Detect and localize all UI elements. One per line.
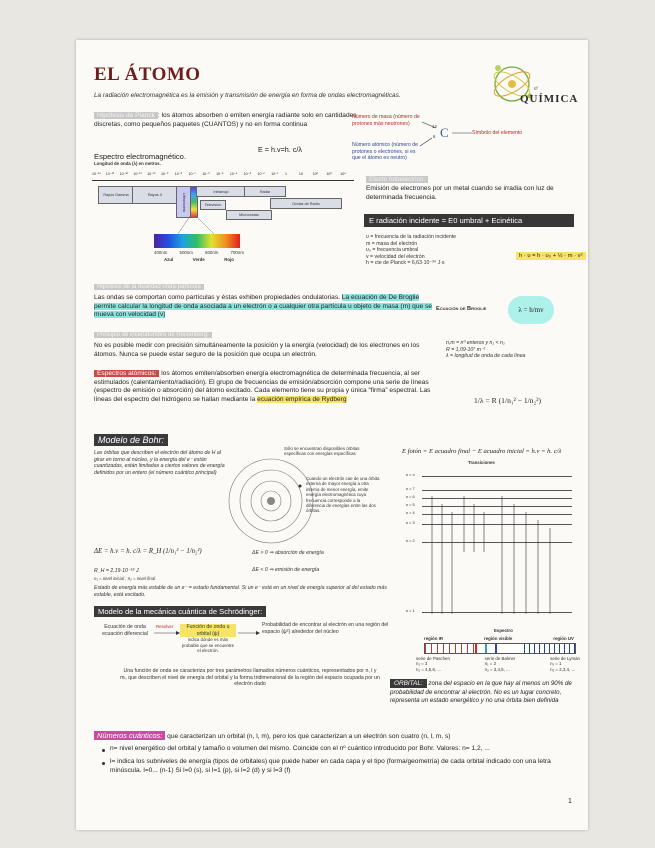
eq-sub: ecuación diferencial (102, 630, 148, 637)
bohr-note-mid: Cuando un electrón cae de una órbita externa de mayor energía a otra interna de menor energía, emite energía electromagnética cuya frecuencia corresponde a la diferencia de energías entre las dos órbitas. (306, 476, 380, 514)
fn-label: Función de onda u orbital (ψ) (180, 624, 236, 637)
scale-tick: 10⁻⁹ (160, 172, 169, 176)
atomic-number-label: Número atómico (número de protones o electrones, si es que el átomo es neutro) (352, 142, 419, 162)
visible-colors (164, 257, 234, 262)
energy-level-label: n = 5 (406, 503, 415, 507)
scale-tick: 10⁻¹² (119, 172, 128, 176)
color-green-label: Verde (192, 257, 205, 262)
mass-number-label: Número de masa (número de protones más neutrones) (352, 114, 420, 127)
energy-level-label: n = 3 (406, 521, 415, 525)
region-ir: región IR (424, 636, 444, 641)
bohr-rh: R_H = 2,19·10⁻¹⁸ J (94, 568, 139, 574)
scale-tick: 10⁻⁸ (174, 172, 183, 176)
energy-level-label: n = 1 (406, 609, 415, 613)
intro-text: La radiación electromagnética es la emisión y transmisión de energía en forma de ondas electromagnéticas. (94, 92, 401, 99)
spectral-series-item (485, 656, 516, 672)
bohr-orbits-icon (226, 456, 316, 546)
band-xray: Rayos X (132, 186, 178, 204)
symbol-label: Símbolo del elemento (472, 130, 523, 136)
element-symbol: C (440, 125, 449, 140)
color-blue-label: Azul (164, 257, 174, 262)
debroglie-formula: λ = h/mv (508, 296, 554, 324)
wave-function-label (180, 624, 236, 653)
scale-tick: 10⁻¹⁰ (147, 172, 156, 176)
rydberg-body: los átomos emiten/absorben energía electromagnética de determinada frecuencia, al ser estimulados (calentamiento/radiación). El grupo de frecuencias de emisión/absorción compone una serie de líneas (espectro de emisión o absorción) del átomo excitado. Cada elemento tiene su propia y única “firma” espectral. Las líneas del espectro del hidrógeno se hallan mediante la (94, 370, 431, 403)
energy-level-label: n = 4 (406, 511, 415, 515)
bullet-l (102, 762, 105, 765)
band-microwave: Microondas (226, 210, 272, 220)
resolve-label: Resolver (156, 624, 174, 629)
photo-equation: E radiación incidente = E0 umbral + Ecinética (364, 214, 574, 227)
debroglie-text-b: La ecuación de De Broglie permite calcular la longitud de onda asociada a un electrón o a cualquier otra partícula u objeto de masa (m) que se mueva con velocidad (v) (94, 294, 432, 319)
scale-tick: 10² (312, 172, 318, 176)
bohr-note-top: Sólo se encuentran disponibles órbitas específicas con energías específicas (284, 446, 360, 457)
rydberg-note: n,m = nº enteros y n₁ < n₂ (446, 340, 505, 346)
spectrum-subtitle: Longitud de onda (λ) en metros. (94, 161, 161, 166)
scale-tick: 10⁻⁴ (229, 172, 238, 176)
photo-definition-item: v = velocidad del electrón (366, 253, 425, 260)
wl-700: 700nm (230, 250, 244, 255)
heisenberg-heading: Principio de incertidumbre de Heisenberg: (94, 332, 212, 338)
eq-label: Ecuación de onda (104, 624, 146, 630)
page-number: 1 (568, 798, 572, 805)
energy-level-label: n = ∞ (406, 473, 416, 477)
debroglie-heading: Hipótesis de la dualidad onda-partícula (94, 284, 204, 290)
wl-500: 500nm (179, 250, 193, 255)
rydberg-highlight: ecuación empírica de Rydberg (257, 395, 347, 403)
quantum-intro-text: que caracterizan un orbital (n, l, m), pero los que caracterizan a un electrón son cuatro (n, l, m, s) (167, 733, 451, 740)
debroglie-text-a: Las ondas se comportan como partículas y éstas exhiben propiedades ondulatorias. (94, 294, 340, 301)
wl-400: 400nm (154, 250, 168, 255)
quantum-l: l= indica los subniveles de energía (tipos de orbitales) que puede haber en cada capa y el tipo (forma/geometría) de cada orbital indicado con una letra minúscula. l=0... (n-1) Si l=0 (s), si l=1 (p), si l=2 (d) y si l=3 (f) (110, 758, 551, 774)
debroglie-text (94, 294, 434, 320)
logo-prefix: nº (534, 86, 539, 91)
logo-text: QUÍMICA (520, 93, 579, 105)
quantum-n: n= nivel energético del orbital y tamaño o volumen del mismo. Coincide con el nº cuántico introducido por Bohr. Valores: n= 1,2, ... (110, 745, 490, 752)
photo-definition-item: υ = frecuencia de la radiación incidente (366, 234, 457, 240)
scale-tick: 10⁻³ (243, 172, 251, 176)
wl-600: 600nm (205, 250, 219, 255)
spectrum-scale (92, 172, 354, 178)
series-a: n₁ = 1 (550, 661, 562, 667)
band-radio: Ondas de Radio (270, 198, 342, 209)
region-visible: región visible (483, 636, 513, 641)
planck-formula: E = h.v=h. c/λ (258, 145, 302, 154)
photo-definition-item: υ₀ = frecuencia umbral (366, 247, 419, 254)
color-red-label: Rojo (224, 257, 234, 262)
scale-tick: 10⁴ (340, 172, 346, 176)
series-a: n₁ = 2 (484, 661, 497, 667)
photo-definition-item: h = cte de Planck = 6,63·10⁻³⁴ J·s (366, 260, 445, 267)
photo-formula: h · υ = h · υ₀ + ½ · m · v² (516, 252, 586, 260)
series-b: n₂ = 4,5,6, ... (416, 666, 442, 672)
series-a: n₁ = 3 (416, 661, 428, 667)
spectrum-regions (424, 636, 574, 641)
planck-text: : los átomos absorben o emiten energía radiante solo en cantidades discretas, como pequeños paquetes (CUANTOS) y no en forma continua (94, 112, 357, 128)
bohr-heading: Modelo de Bohr: (94, 434, 168, 446)
rydberg-text (94, 370, 440, 404)
probability-text: Probabilidad de encontrar al electrón en una región del espacio (ψ²) alrededor del núcleo (262, 622, 389, 635)
rydberg-note: λ = longitud de onda de cada línea (446, 353, 526, 360)
visible-spectrum-bar (154, 234, 240, 248)
transition-arrows (422, 474, 572, 624)
prob-arrow-icon (238, 630, 260, 636)
quantum-numbers-intro (94, 732, 574, 742)
mass-number: 12 (432, 124, 437, 129)
page-title: EL ÁTOMO (94, 64, 201, 85)
bohr-states: Estado de energía más estable de un e⁻ = estado fundamental. Si un e⁻ está en un nivel de energía superior al del estado más estable, está excitado. (94, 585, 387, 598)
bohr-formula: ΔE = h.v = h. c/λ = R_H (1/n₁² − 1/n₂²) (94, 548, 202, 555)
scale-tick: 10⁻¹³ (105, 172, 115, 176)
scale-tick: 1 (285, 172, 288, 176)
photon-formula: E fotón = E acuadro final − E acuadro inicial = h.v = h. c/λ (402, 448, 562, 455)
planck-block (94, 112, 364, 129)
planck-heading: Hipótesis de Planck (94, 112, 158, 119)
spectrum-title: Espectro electromagnético. (94, 152, 187, 161)
visible-zoom-lines (176, 216, 216, 236)
visible-wavelengths (154, 250, 244, 255)
wave-equation-label (100, 624, 150, 637)
spectral-series (416, 656, 580, 672)
scale-tick: 10⁻⁵ (216, 172, 224, 176)
line-spectrum-bar (424, 643, 576, 654)
spectral-series-item (550, 656, 580, 672)
rydberg-note: R = 1,09·10⁷ m⁻¹ (446, 346, 486, 353)
scale-tick: 10⁻¹ (271, 172, 279, 176)
bohr-emission: ΔE < 0 ⇒ emisión de energía (252, 567, 320, 573)
band-uv: Ultravioleta (176, 186, 192, 218)
bohr-text: Las órbitas que describen el electrón del átomo de H al girar en torno al núcleo, y la energía del e⁻ están cuantizadas, están limitadas a ciertos valores de energía definidos por un entero (el número cuántico principal) (94, 450, 225, 476)
atomic-number: 6 (433, 134, 436, 139)
band-gamma: Rayos Gamma (98, 186, 134, 204)
resolve-arrow-icon (154, 630, 180, 636)
orbital-definition (390, 680, 576, 706)
bohr-levels: n₁ = nivel inicial ; n₂ = nivel final (94, 576, 156, 581)
orbital-heading: ORBITAL: (390, 679, 427, 688)
schrodinger-heading: Modelo de la mecánica cuántica de Schrödinger: (94, 606, 266, 617)
notation-arrows-icon (416, 120, 476, 150)
rydberg-notes (446, 340, 576, 360)
series-name: serie de Balmer (484, 656, 516, 661)
bohr-absorption: ΔE > 0 ⇒ absorción de energía (252, 550, 324, 556)
photo-definitions (366, 234, 516, 267)
scale-tick: 10⁻² (257, 172, 265, 176)
page-sheet (76, 40, 588, 830)
scale-tick: 10⁻⁶ (202, 172, 210, 176)
spectro-title: Espectro (494, 628, 513, 633)
quantum-heading: Números cuánticos: (94, 731, 165, 740)
series-name: serie de Lyman (550, 656, 580, 661)
transitions-title: Transiciones (468, 460, 495, 465)
series-b: n₂ = 2,3,4, ... (550, 666, 576, 672)
bullet-n (102, 749, 105, 752)
series-name: serie de Paschen (416, 656, 450, 661)
energy-level-label: n = 6 (406, 495, 415, 499)
region-uv: región UV (553, 636, 574, 641)
spectral-series-item (416, 656, 450, 672)
band-tv: Televisión (200, 200, 226, 210)
scale-tick: 10⁻¹⁴ (92, 172, 101, 176)
scale-tick: 10 (298, 172, 303, 176)
orbital-text: zona del espacio en la que hay al menos un 90% de probabilidad de encontrar al electrón. No es un lugar concreto, representa un estado energético y no una órbita bien definida (390, 680, 572, 705)
energy-level-label: n = 2 (406, 539, 415, 543)
scale-tick: 10⁻¹¹ (133, 172, 142, 176)
scale-tick: 10⁻⁷ (188, 172, 196, 176)
band-radar: Radar (244, 186, 286, 197)
heisenberg-text: No es posible medir con precisión simultáneamente la posición y la energía (velocidad) de los electrones en los átomos. Nunca se puede estar seguro de la posición que ocupa un electrón. (94, 342, 420, 358)
photo-text: Emisión de electrones por un metal cuando se irradia con luz de determinada frecuencia. (366, 185, 554, 201)
schrodinger-bottom: Una función de onda se caracteriza por tres parámetros llamados números cuánticos, representados por n, l y mₗ, que describen el nivel de energía del orbital y la forma tridimensional de la región del espacio ocupada por un electrón dado (120, 668, 380, 688)
energy-level-label: n = 7 (406, 487, 415, 491)
photo-heading: Efecto fotoeléctrico: (366, 176, 428, 183)
scale-tick: 10³ (326, 172, 332, 176)
band-infrared: Infrarrojo (196, 186, 246, 197)
photo-definition-item: m = masa del electrón (366, 240, 418, 247)
fn-sub: indica dónde es más probable que se encuentre el electrón. (181, 637, 235, 653)
rydberg-formula: 1/λ = R (1/n₁² − 1/n₂²) (474, 396, 542, 405)
rydberg-heading: Espectros atómicos: (94, 370, 159, 377)
debroglie-label: Ecuación de Broglie (436, 306, 487, 312)
spectrum-axis (92, 180, 354, 181)
series-b: n₂ = 3,4,5, ... (484, 666, 510, 672)
